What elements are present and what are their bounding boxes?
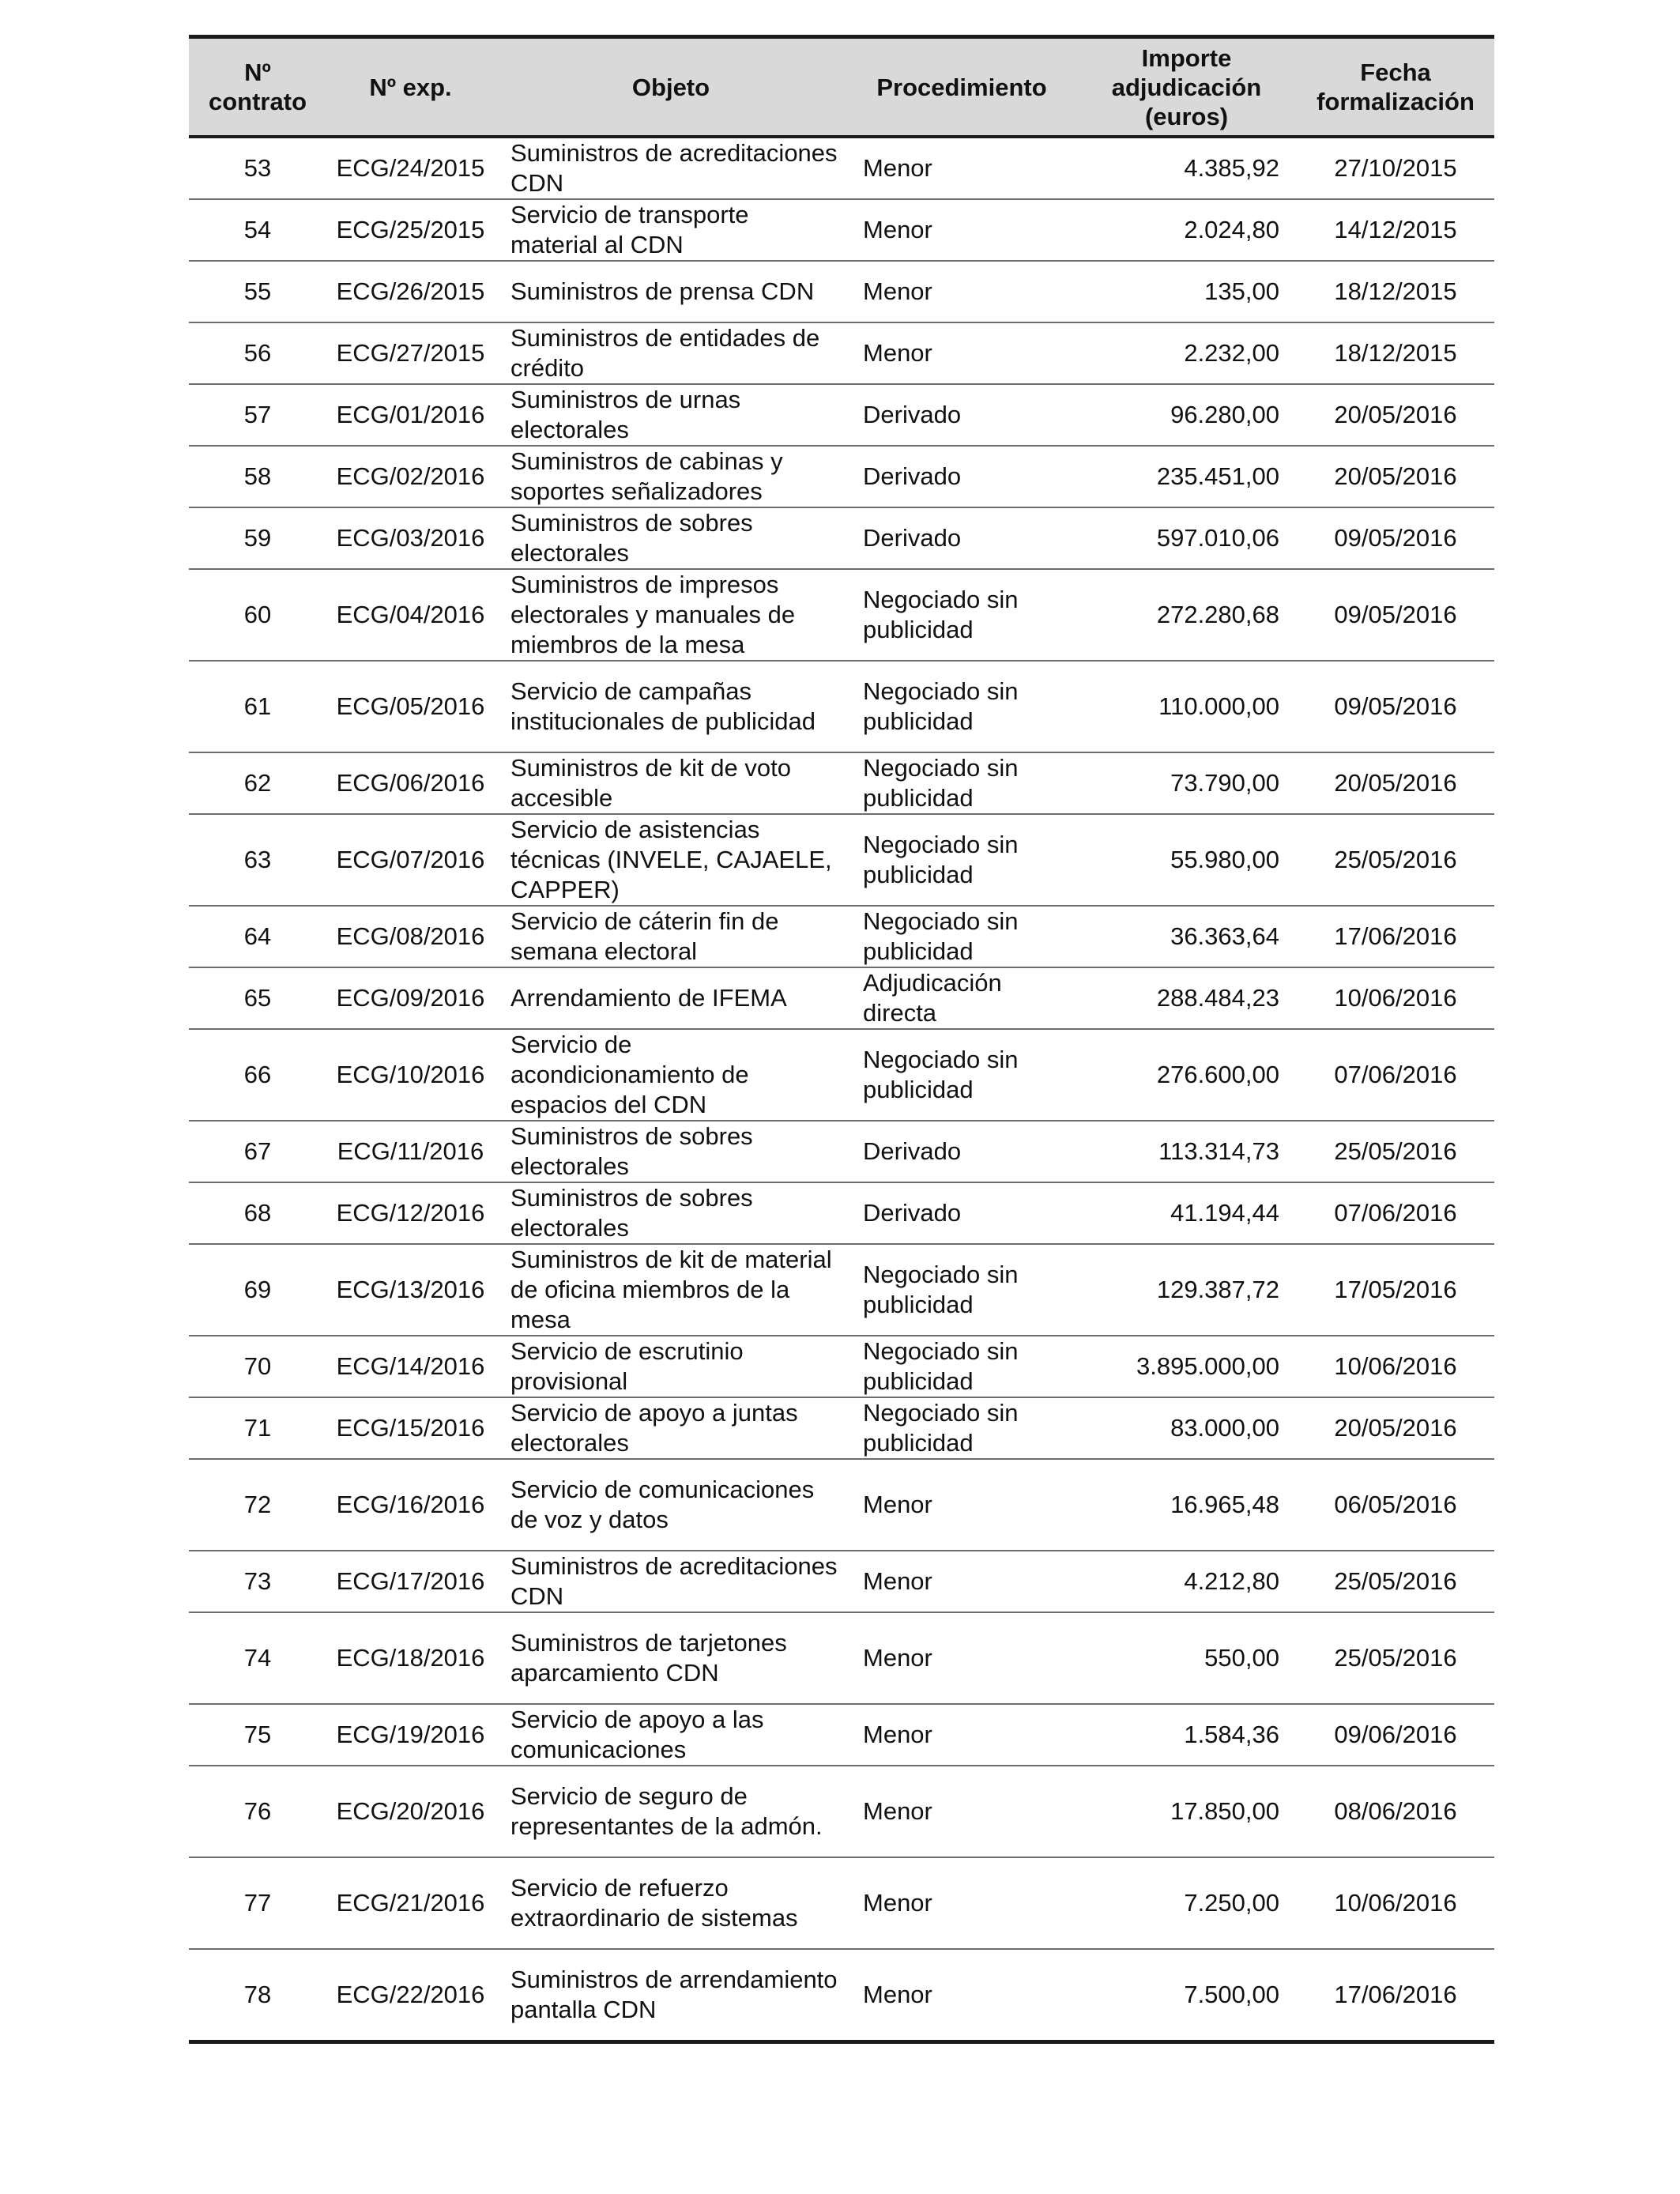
object-cell: Suministros de acreditaciones CDN xyxy=(495,1551,847,1612)
contract-number-cell: 59 xyxy=(189,507,326,569)
amount-cell: 36.363,64 xyxy=(1076,906,1297,967)
amount-cell: 113.314,73 xyxy=(1076,1121,1297,1182)
contract-number-cell: 77 xyxy=(189,1857,326,1949)
amount-cell: 135,00 xyxy=(1076,261,1297,322)
date-cell: 09/05/2016 xyxy=(1297,569,1494,661)
contract-number-cell: 60 xyxy=(189,569,326,661)
date-cell: 17/06/2016 xyxy=(1334,1981,1457,2008)
date-cell: 18/12/2015 xyxy=(1297,322,1494,384)
object-cell: Servicio de escrutinio provisional xyxy=(495,1336,847,1397)
contract-number-cell: 57 xyxy=(189,384,326,446)
contract-number-cell: 54 xyxy=(189,199,326,261)
object-cell: Suministros de impresos electorales y manuales de miembros de la mesa xyxy=(495,569,847,661)
object-cell: Suministros de cabinas y soportes señalizadores xyxy=(495,446,847,507)
procedure-cell: Menor xyxy=(847,1459,1076,1551)
table-row xyxy=(189,967,1494,1029)
procedure-cell: Menor xyxy=(847,1551,1076,1612)
file-number-cell: ECG/02/2016 xyxy=(326,446,495,507)
procedure-cell: Negociado sin publicidad xyxy=(847,906,1076,967)
procedure-cell: Menor xyxy=(847,322,1076,384)
object-cell: Suministros de entidades de crédito xyxy=(495,322,847,384)
procedure-cell: Menor xyxy=(847,1766,1076,1857)
amount-cell: 597.010,06 xyxy=(1076,507,1297,569)
contract-number-cell: 66 xyxy=(189,1029,326,1121)
object-cell: Suministros de kit de voto accesible xyxy=(495,752,847,814)
procedure-cell: Negociado sin publicidad xyxy=(847,1029,1076,1121)
table-body xyxy=(189,137,1494,2042)
date-cell: 17/05/2016 xyxy=(1297,1244,1494,1336)
object-cell: Servicio de seguro de representantes de la admón. xyxy=(495,1766,847,1857)
amount-cell: 96.280,00 xyxy=(1076,384,1297,446)
contract-number-cell: 58 xyxy=(189,446,326,507)
amount-cell: 276.600,00 xyxy=(1076,1029,1297,1121)
file-number-cell: ECG/16/2016 xyxy=(326,1459,495,1551)
file-number-cell: ECG/06/2016 xyxy=(326,752,495,814)
object-cell: Suministros de sobres electorales xyxy=(495,507,847,569)
file-number-cell: ECG/22/2016 xyxy=(336,1981,485,2008)
procedure-cell: Menor xyxy=(847,261,1076,322)
table-row xyxy=(189,1551,1494,1612)
procedure-cell: Negociado sin publicidad xyxy=(847,569,1076,661)
procedure-cell: Negociado sin publicidad xyxy=(847,1336,1076,1397)
amount-cell: 7.250,00 xyxy=(1076,1857,1297,1949)
table-row xyxy=(189,661,1494,752)
date-cell: 10/06/2016 xyxy=(1297,1857,1494,1949)
table-row xyxy=(189,446,1494,507)
table-row xyxy=(189,1244,1494,1336)
amount-cell: 83.000,00 xyxy=(1076,1397,1297,1459)
procedure-cell: Adjudicación directa xyxy=(847,967,1076,1029)
date-cell: 10/06/2016 xyxy=(1297,1336,1494,1397)
date-cell: 20/05/2016 xyxy=(1297,446,1494,507)
object-cell: Suministros de arrendamiento pantalla CDN xyxy=(510,1966,838,2023)
header-file-number: Nº exp. xyxy=(326,37,495,138)
contract-number-cell: 64 xyxy=(189,906,326,967)
table-row xyxy=(189,137,1494,199)
date-cell: 20/05/2016 xyxy=(1297,752,1494,814)
contract-number-cell: 55 xyxy=(189,261,326,322)
table-row xyxy=(189,1029,1494,1121)
date-cell: 14/12/2015 xyxy=(1297,199,1494,261)
contracts-table xyxy=(189,35,1494,2044)
contract-number-cell: 68 xyxy=(189,1182,326,1244)
file-number-cell: ECG/04/2016 xyxy=(326,569,495,661)
amount-cell: 288.484,23 xyxy=(1076,967,1297,1029)
procedure-cell: Negociado sin publicidad xyxy=(847,814,1076,906)
table-row xyxy=(189,752,1494,814)
procedure-cell: Negociado sin publicidad xyxy=(847,752,1076,814)
procedure-cell: Menor xyxy=(847,1857,1076,1949)
table-row xyxy=(189,1459,1494,1551)
table-row xyxy=(189,1336,1494,1397)
table-row xyxy=(189,1182,1494,1244)
date-cell: 25/05/2016 xyxy=(1297,1612,1494,1704)
contract-number-cell: 78 xyxy=(243,1981,272,2008)
date-cell: 06/05/2016 xyxy=(1297,1459,1494,1551)
table-row xyxy=(189,261,1494,322)
amount-cell: 41.194,44 xyxy=(1076,1182,1297,1244)
file-number-cell: ECG/14/2016 xyxy=(326,1336,495,1397)
amount-cell: 2.232,00 xyxy=(1076,322,1297,384)
object-cell: Suministros de sobres electorales xyxy=(495,1121,847,1182)
contract-number-cell: 63 xyxy=(189,814,326,906)
procedure-cell: Derivado xyxy=(847,1182,1076,1244)
file-number-cell: ECG/11/2016 xyxy=(326,1121,495,1182)
date-cell: 10/06/2016 xyxy=(1297,967,1494,1029)
file-number-cell: ECG/17/2016 xyxy=(326,1551,495,1612)
contract-number-cell: 69 xyxy=(189,1244,326,1336)
date-cell: 18/12/2015 xyxy=(1297,261,1494,322)
date-cell: 25/05/2016 xyxy=(1297,1121,1494,1182)
object-cell: Servicio de comunicaciones de voz y datos xyxy=(495,1459,847,1551)
contract-number-cell: 56 xyxy=(189,322,326,384)
amount-cell: 2.024,80 xyxy=(1076,199,1297,261)
table-row xyxy=(189,1704,1494,1766)
contract-number-cell: 62 xyxy=(189,752,326,814)
object-cell: Suministros de urnas electorales xyxy=(495,384,847,446)
file-number-cell: ECG/01/2016 xyxy=(326,384,495,446)
amount-cell: 235.451,00 xyxy=(1076,446,1297,507)
object-cell: Servicio de acondicionamiento de espacios del CDN xyxy=(495,1029,847,1121)
table-row xyxy=(189,814,1494,906)
date-cell: 27/10/2015 xyxy=(1297,137,1494,199)
object-cell: Servicio de apoyo a juntas electorales xyxy=(495,1397,847,1459)
object-cell: Servicio de refuerzo extraordinario de sistemas xyxy=(495,1857,847,1949)
date-cell: 20/05/2016 xyxy=(1297,1397,1494,1459)
amount-cell: 16.965,48 xyxy=(1076,1459,1297,1551)
procedure-cell: Negociado sin publicidad xyxy=(847,661,1076,752)
date-cell: 17/06/2016 xyxy=(1297,906,1494,967)
file-number-cell: ECG/05/2016 xyxy=(326,661,495,752)
table-row xyxy=(189,1612,1494,1704)
procedure-cell: Menor xyxy=(847,137,1076,199)
date-cell: 07/06/2016 xyxy=(1297,1029,1494,1121)
amount-cell: 1.584,36 xyxy=(1076,1704,1297,1766)
table-header-row xyxy=(189,37,1494,138)
file-number-cell: ECG/10/2016 xyxy=(326,1029,495,1121)
procedure-cell: Menor xyxy=(863,1981,932,2008)
table-row xyxy=(189,322,1494,384)
contract-number-cell: 70 xyxy=(189,1336,326,1397)
file-number-cell: ECG/19/2016 xyxy=(326,1704,495,1766)
contract-number-cell: 76 xyxy=(189,1766,326,1857)
procedure-cell: Menor xyxy=(847,1612,1076,1704)
table-row xyxy=(189,906,1494,967)
procedure-cell: Derivado xyxy=(847,507,1076,569)
procedure-cell: Menor xyxy=(847,1704,1076,1766)
table-row xyxy=(189,1397,1494,1459)
procedure-cell: Negociado sin publicidad xyxy=(847,1244,1076,1336)
table-row xyxy=(189,569,1494,661)
contract-number-cell: 65 xyxy=(189,967,326,1029)
table-row xyxy=(189,1121,1494,1182)
file-number-cell: ECG/18/2016 xyxy=(326,1612,495,1704)
amount-cell: 17.850,00 xyxy=(1076,1766,1297,1857)
object-cell: Suministros de tarjetones aparcamiento CDN xyxy=(495,1612,847,1704)
procedure-cell: Negociado sin publicidad xyxy=(847,1397,1076,1459)
date-cell: 09/05/2016 xyxy=(1297,507,1494,569)
contract-number-cell: 74 xyxy=(189,1612,326,1704)
contract-number-cell: 75 xyxy=(189,1704,326,1766)
object-cell: Arrendamiento de IFEMA xyxy=(495,967,847,1029)
table-row xyxy=(189,1766,1494,1857)
date-cell: 09/05/2016 xyxy=(1297,661,1494,752)
file-number-cell: ECG/27/2015 xyxy=(326,322,495,384)
amount-cell: 55.980,00 xyxy=(1076,814,1297,906)
date-cell: 20/05/2016 xyxy=(1297,384,1494,446)
file-number-cell: ECG/09/2016 xyxy=(326,967,495,1029)
amount-cell: 4.385,92 xyxy=(1076,137,1297,199)
date-cell: 25/05/2016 xyxy=(1297,814,1494,906)
procedure-cell: Derivado xyxy=(847,446,1076,507)
object-cell: Servicio de transporte material al CDN xyxy=(495,199,847,261)
file-number-cell: ECG/21/2016 xyxy=(326,1857,495,1949)
contract-number-cell: 72 xyxy=(189,1459,326,1551)
contract-number-cell: 61 xyxy=(189,661,326,752)
file-number-cell: ECG/03/2016 xyxy=(326,507,495,569)
table-row xyxy=(189,199,1494,261)
amount-cell: 3.895.000,00 xyxy=(1076,1336,1297,1397)
object-cell: Suministros de prensa CDN xyxy=(495,261,847,322)
file-number-cell: ECG/24/2015 xyxy=(326,137,495,199)
amount-cell: 7.500,00 xyxy=(1184,1981,1279,2008)
file-number-cell: ECG/13/2016 xyxy=(326,1244,495,1336)
date-cell: 25/05/2016 xyxy=(1297,1551,1494,1612)
date-cell: 09/06/2016 xyxy=(1297,1704,1494,1766)
object-cell: Servicio de campañas institucionales de publicidad xyxy=(495,661,847,752)
contract-number-cell: 73 xyxy=(189,1551,326,1612)
date-cell: 08/06/2016 xyxy=(1297,1766,1494,1857)
procedure-cell: Derivado xyxy=(847,1121,1076,1182)
object-cell: Servicio de cáterin fin de semana electoral xyxy=(495,906,847,967)
contract-number-cell: 67 xyxy=(189,1121,326,1182)
file-number-cell: ECG/25/2015 xyxy=(326,199,495,261)
file-number-cell: ECG/12/2016 xyxy=(326,1182,495,1244)
amount-cell: 550,00 xyxy=(1076,1612,1297,1704)
amount-cell: 272.280,68 xyxy=(1076,569,1297,661)
procedure-cell: Derivado xyxy=(847,384,1076,446)
file-number-cell: ECG/20/2016 xyxy=(326,1766,495,1857)
header-object: Objeto xyxy=(495,37,847,138)
header-contract-number: Nº contrato xyxy=(189,37,326,138)
header-procedure: Procedimiento xyxy=(847,37,1076,138)
object-cell: Suministros de sobres electorales xyxy=(495,1182,847,1244)
file-number-cell: ECG/08/2016 xyxy=(326,906,495,967)
amount-cell: 110.000,00 xyxy=(1076,661,1297,752)
file-number-cell: ECG/26/2015 xyxy=(326,261,495,322)
header-amount: Importe adjudicación (euros) xyxy=(1076,37,1297,138)
date-cell: 07/06/2016 xyxy=(1297,1182,1494,1244)
object-cell: Suministros de acreditaciones CDN xyxy=(495,137,847,199)
amount-cell: 73.790,00 xyxy=(1076,752,1297,814)
object-cell: Servicio de apoyo a las comunicaciones xyxy=(495,1704,847,1766)
table-row xyxy=(189,1949,1494,2042)
amount-cell: 129.387,72 xyxy=(1076,1244,1297,1336)
table-row xyxy=(189,507,1494,569)
contract-number-cell: 71 xyxy=(189,1397,326,1459)
header-date: Fecha formalización xyxy=(1297,37,1494,138)
file-number-cell: ECG/15/2016 xyxy=(326,1397,495,1459)
object-cell: Servicio de asistencias técnicas (INVELE, CAJAELE, CAPPER) xyxy=(495,814,847,906)
table-row xyxy=(189,384,1494,446)
object-cell: Suministros de kit de material de oficina miembros de la mesa xyxy=(495,1244,847,1336)
amount-cell: 4.212,80 xyxy=(1076,1551,1297,1612)
table-row xyxy=(189,1857,1494,1949)
file-number-cell: ECG/07/2016 xyxy=(326,814,495,906)
procedure-cell: Menor xyxy=(847,199,1076,261)
contract-number-cell: 53 xyxy=(189,137,326,199)
